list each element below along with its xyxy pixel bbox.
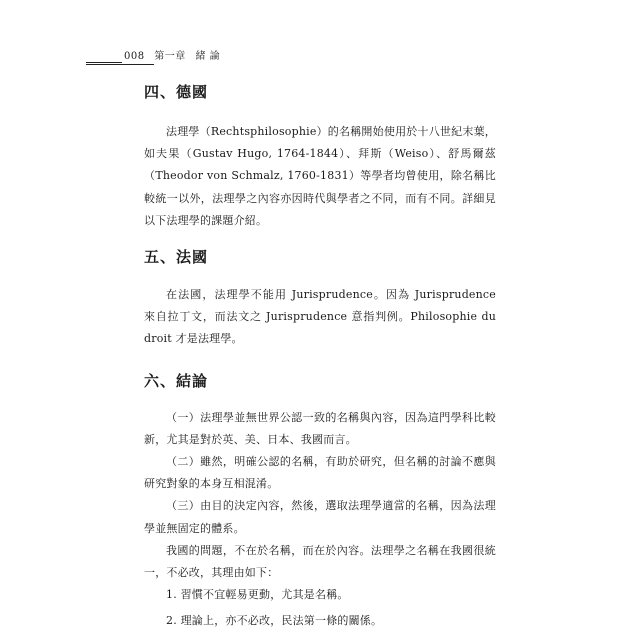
section-heading-france: 五、法國 — [144, 248, 209, 267]
paragraph: （二）雖然，明確公認的名稱，有助於研究，但名稱的討論不應與研究對象的本身互相混淆。 — [144, 455, 496, 491]
paragraph: 在法國，法理學不能用 Jurisprudence。因為 Jurisprudence 來自拉丁文，而法文之 Jurisprudence 意指判例。Philosophie du droit 才是法理學。 — [144, 288, 496, 346]
paragraph: （一）法理學並無世界公認一致的名稱與內容，因為這門學科比較新，尤其是對於英、美、日本、我國而言。 — [144, 410, 496, 446]
running-header — [86, 51, 486, 65]
chapter-title: 緒 論 — [195, 51, 221, 62]
paragraph: 我國的問題，不在於名稱，而在於內容。法理學之名稱在我國很統一，不必改，其理由如下： — [144, 543, 496, 580]
section-heading-conclusion: 六、結論 — [144, 371, 209, 390]
header-rule — [86, 62, 122, 63]
chapter-label: 第一章 — [154, 51, 186, 62]
header-text — [124, 51, 226, 63]
paragraph: 法理學（Rechtsphilosophie）的名稱開始使用於十八世紀末葉，如夫果（Gustav Hugo, 1764-1844）、拜斯（Weiso）、舒馬爾茲（Theodor von Schmalz, 1760-1831）等學者均曾使用，除名稱比較統一以外，法理學之內容亦因時代與學者之不同，而有不同。詳細見以下法理學的課題介紹。 — [144, 125, 496, 227]
list-item: 2. 理論上，亦不必改，民法第一條的關係。 — [166, 614, 383, 628]
page-number: 008 — [124, 51, 145, 62]
section-heading-germany: 四、德國 — [144, 83, 209, 101]
page-body — [144, 82, 496, 633]
header-underline — [86, 64, 154, 65]
list-item: 1. 習慣不宜輕易更動，尤其是名稱。 — [166, 588, 349, 602]
paragraph: （三）由目的決定內容，然後，選取法理學適當的名稱，因為法理學並無固定的體系。 — [144, 499, 496, 535]
